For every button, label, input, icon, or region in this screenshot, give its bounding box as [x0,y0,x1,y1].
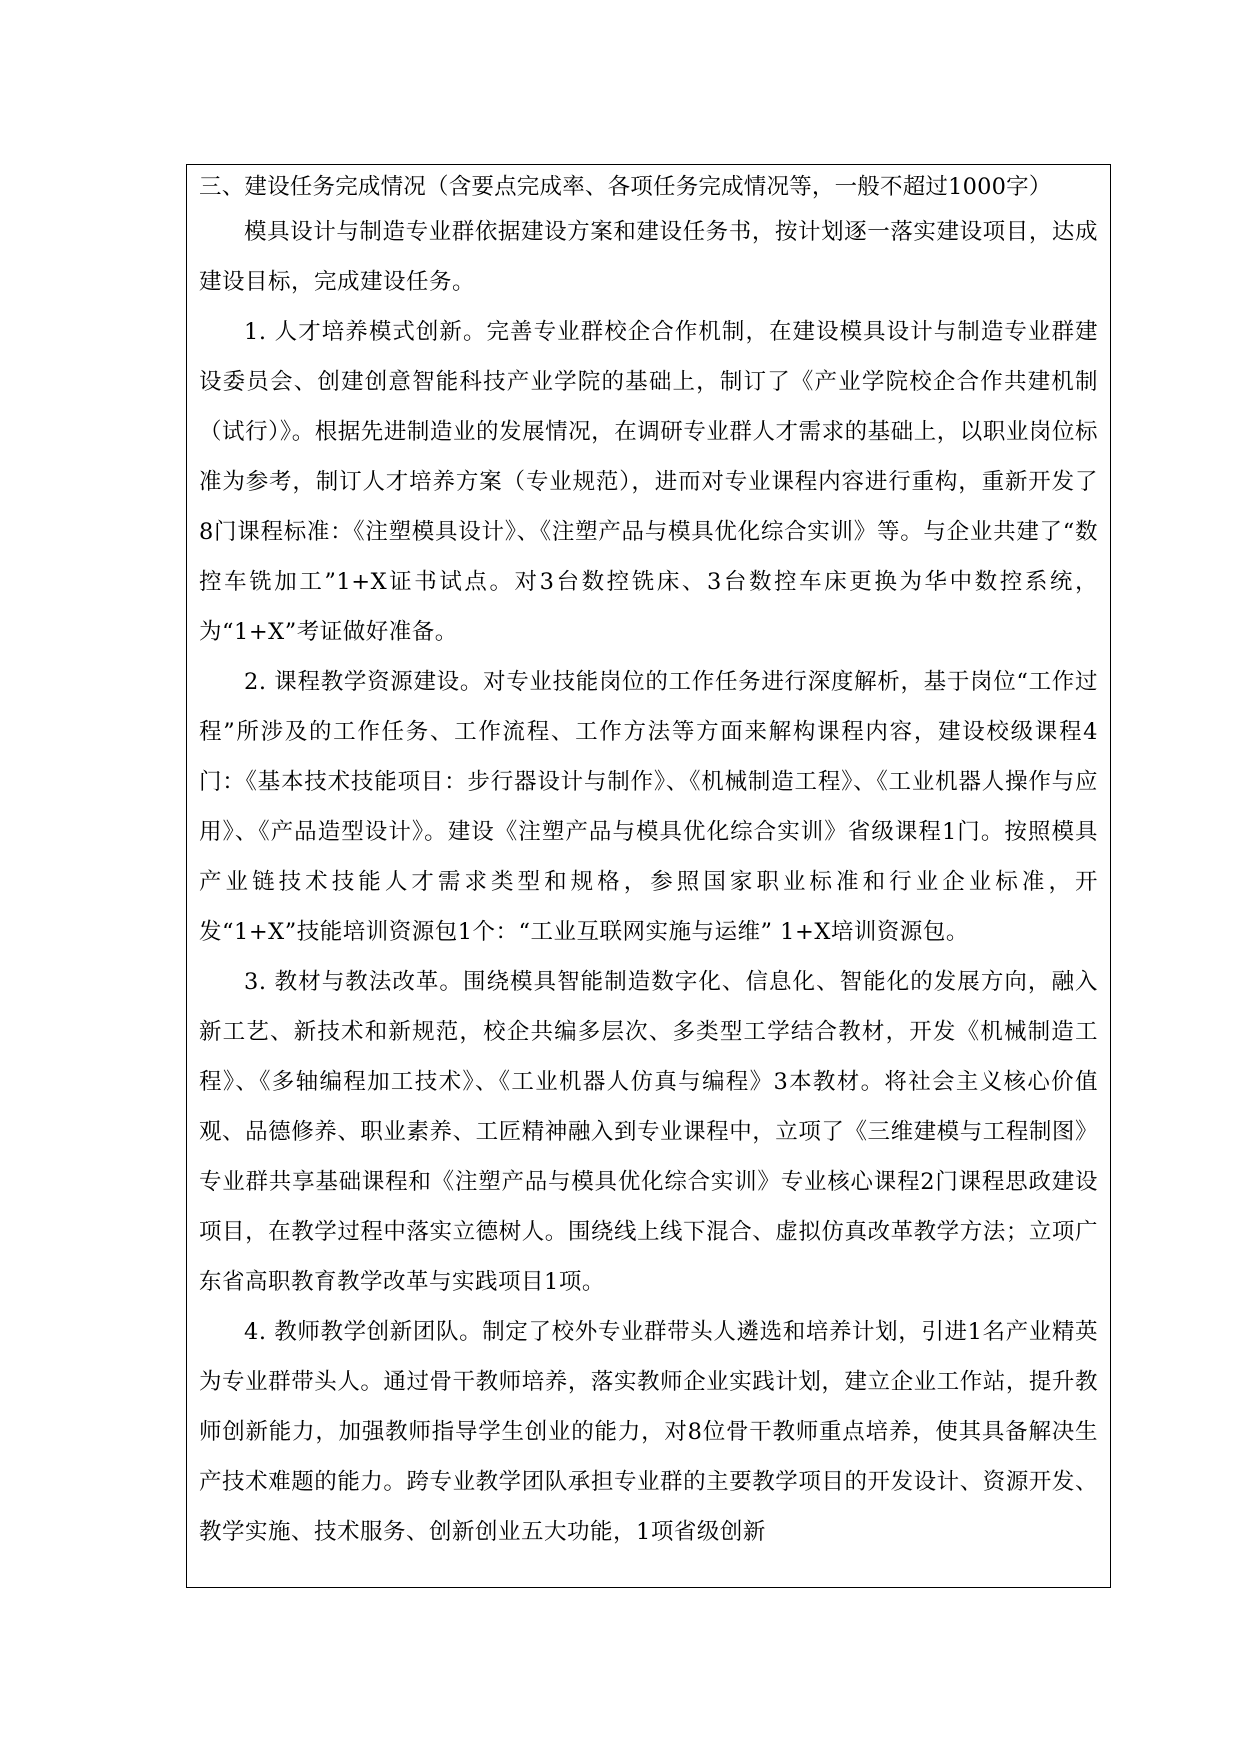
paragraph-course-resources: 2. 课程教学资源建设。对专业技能岗位的工作任务进行深度解析，基于岗位“工作过程”所涉及的工作任务、工作流程、工作方法等方面来解构课程内容，建设校级课程4门：《基本技术技能项目：步行器设计与制作》、《机械制造工程》、《工业机器人操作与应用》、《产品造型设计》。建设《注塑产品与模具优化综合实训》省级课程1门。按照模具产业链技术技能人才需求类型和规格，参照国家职业标准和行业企业标准，开发“1+X”技能培训资源包1个：“工业互联网实施与运维” 1+X培训资源包。 [199,669,1098,945]
section-heading: 三、建设任务完成情况（含要点完成率、各项任务完成情况等，一般不超过1000字） [199,174,1052,200]
paragraph-talent-training: 1. 人才培养模式创新。完善专业群校企合作机制，在建设模具设计与制造专业群建设委员会、创建创意智能科技产业学院的基础上，制订了《产业学院校企合作共建机制（试行）》。根据先进制造业的发展情况，在调研专业群人才需求的基础上，以职业岗位标准为参考，制订人才培养方案（专业规范），进而对专业课程内容进行重构，重新开发了8门课程标准：《注塑模具设计》、《注塑产品与模具优化综合实训》等。与企业共建了“数控车铣加工”1+X证书试点。对3台数控铣床、3台数控车床更换为华中数控系统，为“1+X”考证做好准备。 [199,319,1098,645]
paragraph-textbook-reform: 3. 教材与教法改革。围绕模具智能制造数字化、信息化、智能化的发展方向，融入新工艺、新技术和新规范，校企共编多层次、多类型工学结合教材，开发《机械制造工程》、《多轴编程加工技术》、《工业机器人仿真与编程》3本教材。将社会主义核心价值观、品德修养、职业素养、工匠精神融入到专业课程中，立项了《三维建模与工程制图》专业群共享基础课程和《注塑产品与模具优化综合实训》专业核心课程2门课程思政建设项目，在教学过程中落实立德树人。围绕线上线下混合、虚拟仿真改革教学方法；立项广东省高职教育教学改革与实践项目1项。 [199,969,1098,1295]
content-table-cell [186,164,1111,1588]
paragraph-teaching-team: 4. 教师教学创新团队。制定了校外专业群带头人遴选和培养计划，引进1名产业精英为专业群带头人。通过骨干教师培养，落实教师企业实践计划，建立企业工作站，提升教师创新能力，加强教师指导学生创业的能力，对8位骨干教师重点培养，使其具备解决生产技术难题的能力。跨专业教学团队承担专业群的主要教学项目的开发设计、资源开发、教学实施、技术服务、创新创业五大功能，1项省级创新 [199,1319,1098,1545]
intro-paragraph: 模具设计与制造专业群依据建设方案和建设任务书，按计划逐一落实建设项目，达成建设目标，完成建设任务。 [199,219,1098,295]
